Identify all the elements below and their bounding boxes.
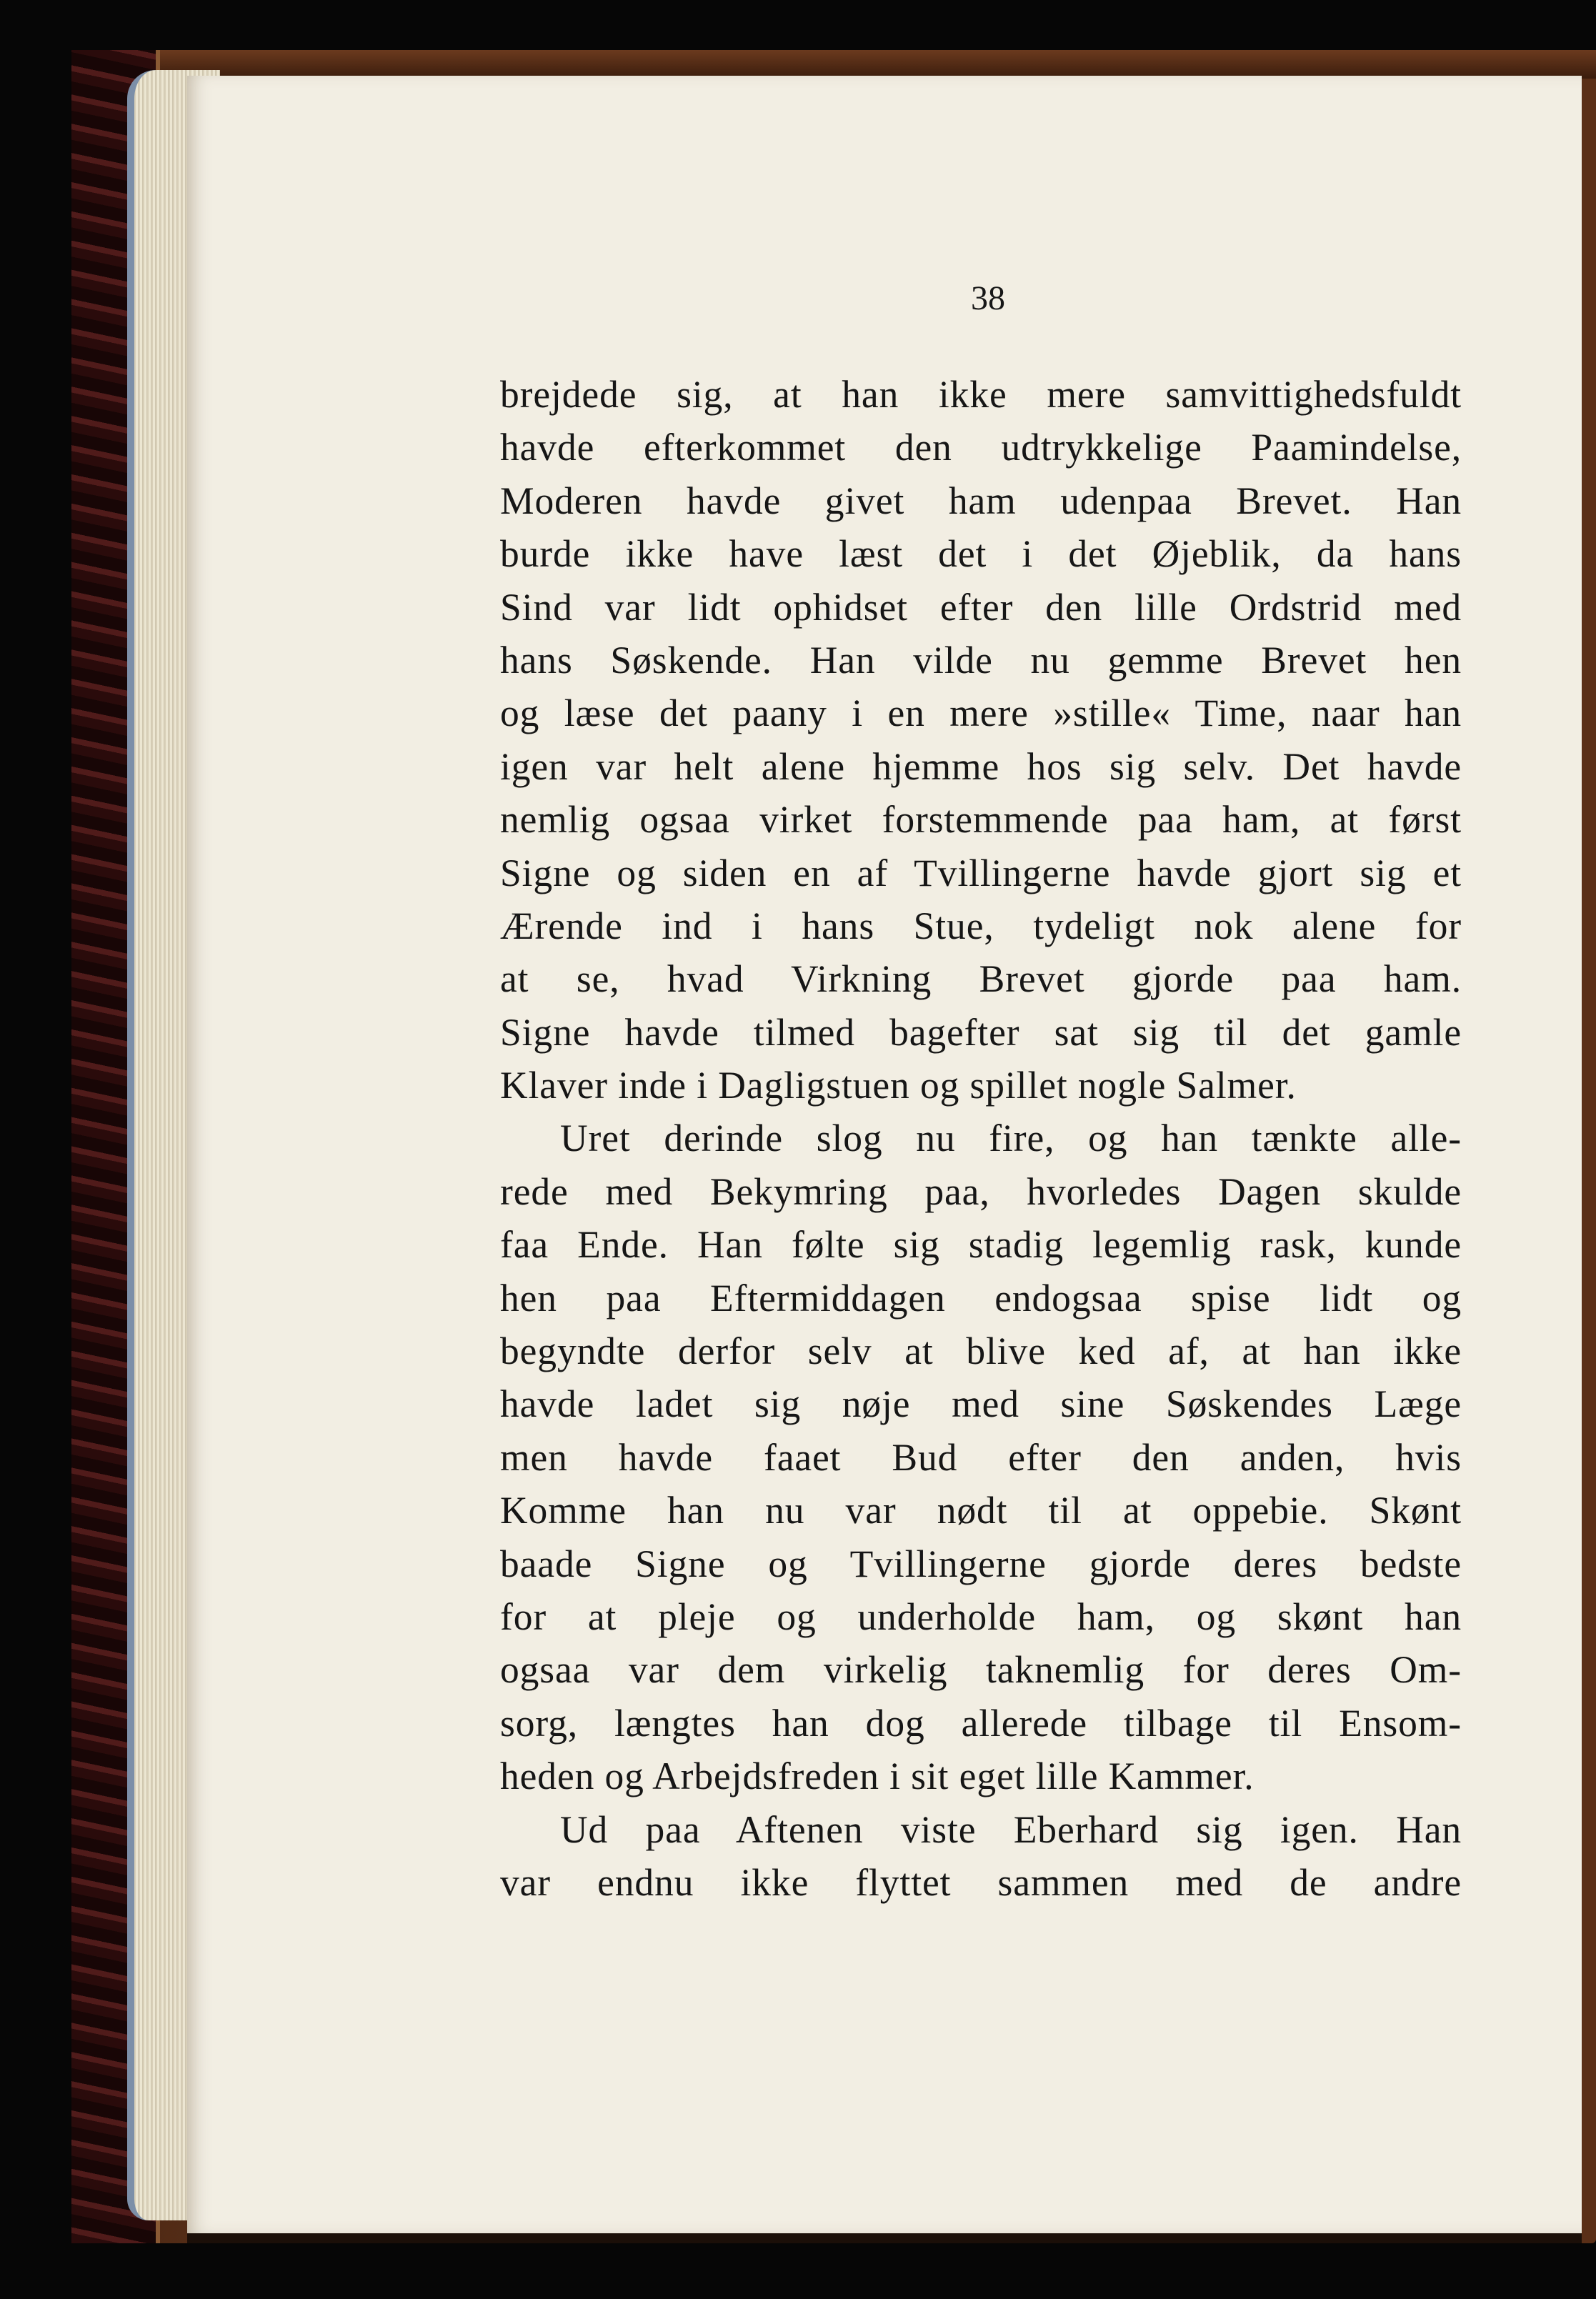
text-line: for at pleje og underholde ham, og skønt han xyxy=(500,1595,1462,1638)
cover-top-edge xyxy=(71,50,1596,79)
text-line: ogsaa var dem virkelig taknemlig for deres Om- xyxy=(500,1648,1462,1692)
text-line: nemlig ogsaa virket forstemmende paa ham, at først xyxy=(500,798,1462,842)
text-line: sorg, længtes han dog allerede tilbage til Ensom- xyxy=(500,1701,1462,1745)
text-line: havde ladet sig nøje med sine Søskendes Læge xyxy=(500,1382,1462,1426)
text-line: faa Ende. Han følte sig stadig legemlig rask, kunde xyxy=(500,1223,1462,1267)
text-line: hans Søskende. Han vilde nu gemme Brevet hen xyxy=(500,638,1462,682)
text-line: og læse det paany i en mere »stille« Time, naar han xyxy=(500,692,1462,735)
text-line: begyndte derfor selv at blive ked af, at han ikke xyxy=(500,1330,1462,1373)
text-line: rede med Bekymring paa, hvorledes Dagen skulde xyxy=(500,1170,1462,1213)
text-line: heden og Arbejdsfreden i sit eget lille Kammer. xyxy=(500,1755,1255,1798)
text-line: havde efterkommet den udtrykkelige Paamindelse, xyxy=(500,426,1462,469)
text-line: Signe og siden en af Tvillingerne havde gjort sig et xyxy=(500,851,1462,894)
text-line: Uret derinde slog nu fire, og han tænkte alle- xyxy=(560,1117,1462,1160)
text-line: Ærende ind i hans Stue, tydeligt nok alene for xyxy=(500,904,1462,947)
text-line: hen paa Eftermiddagen endogsaa spise lidt og xyxy=(500,1276,1462,1320)
text-line: men havde faaet Bud efter den anden, hvis xyxy=(500,1435,1462,1479)
text-line: at se, hvad Virkning Brevet gjorde paa ham. xyxy=(500,957,1462,1001)
text-line: Signe havde tilmed bagefter sat sig til det gamle xyxy=(500,1010,1462,1054)
text-line: Komme han nu var nødt til at oppebie. Skønt xyxy=(500,1489,1462,1532)
text-line: var endnu ikke flyttet sammen med de andre xyxy=(500,1860,1462,1904)
bottom-cover-edge xyxy=(187,2233,1582,2243)
text-line: Sind var lidt ophidset efter den lille Ordstrid med xyxy=(500,585,1462,629)
text-line: brejdede sig, at han ikke mere samvittighedsfuldt xyxy=(500,373,1462,416)
body-text xyxy=(500,368,1462,1909)
text-line: Moderen havde givet ham udenpaa Brevet. Han xyxy=(500,479,1462,522)
text-line: burde ikke have læst det i det Øjeblik, da hans xyxy=(500,532,1462,576)
text-line: Ud paa Aftenen viste Eberhard sig igen. Han xyxy=(560,1807,1462,1851)
text-line: igen var helt alene hjemme hos sig selv. Det havde xyxy=(500,744,1462,788)
text-line: baade Signe og Tvillingerne gjorde deres bedste xyxy=(500,1542,1462,1585)
text-line: Klaver inde i Dagligstuen og spillet nogle Salmer. xyxy=(500,1064,1297,1107)
